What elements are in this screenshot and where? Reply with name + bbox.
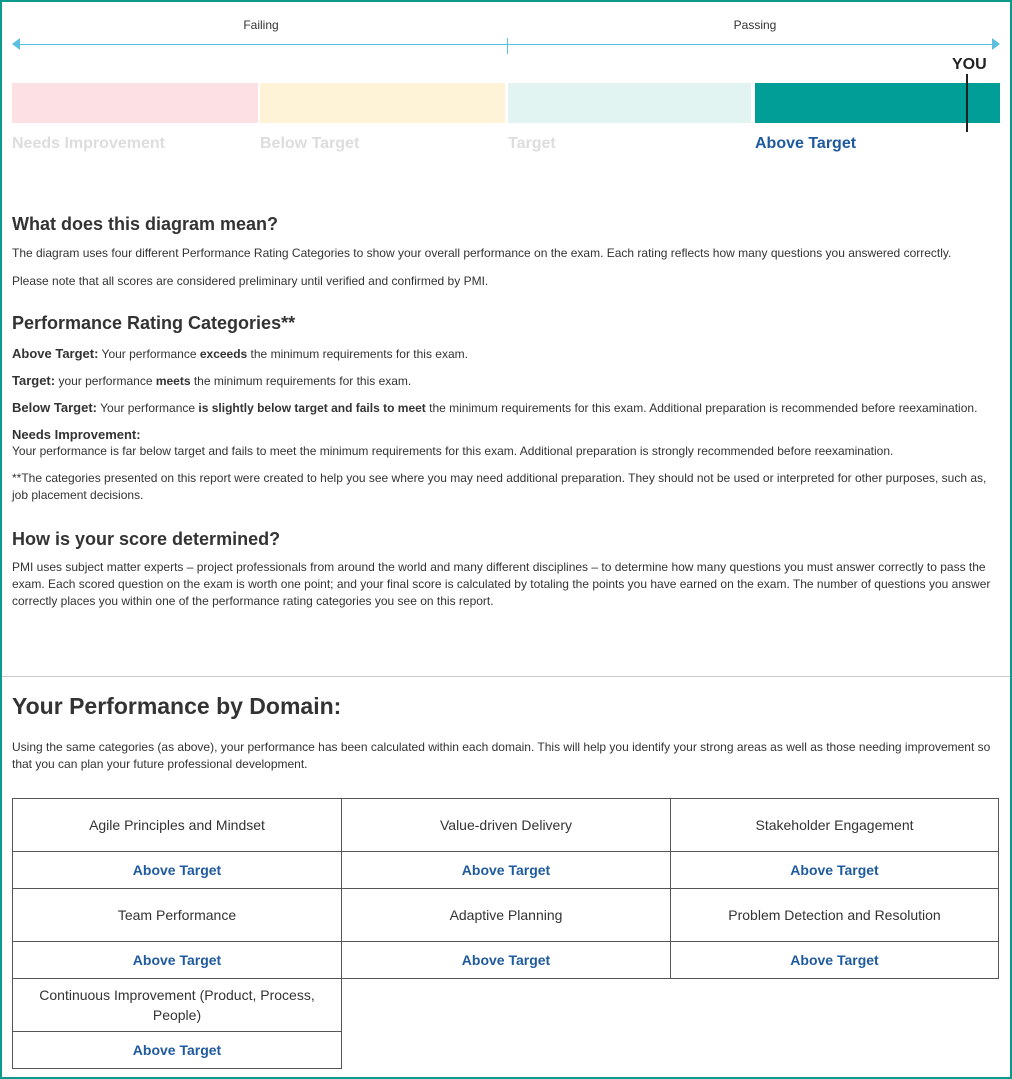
- band-below-target: [260, 83, 505, 123]
- pass-fail-divider-tick: [507, 38, 508, 54]
- passing-label: Passing: [733, 18, 777, 32]
- definition-term: Needs Improvement:: [12, 427, 141, 442]
- domain-rating-continuous-improvement: Above Target: [12, 1031, 342, 1069]
- category-label-needs-improvement: Needs Improvement: [12, 135, 165, 152]
- meaning-heading: What does this diagram mean?: [12, 214, 279, 234]
- category-label-target: Target: [508, 135, 556, 152]
- domain-name-adaptive-planning: Adaptive Planning: [341, 888, 671, 942]
- axis-line: [18, 44, 994, 45]
- categories-footnote: **The categories presented on this report were created to help you see where you may need additional preparation. They should not be used or interpreted for other purposes, such as, job placement decisions.: [12, 471, 987, 502]
- band-above-target: [755, 83, 1000, 123]
- categories-heading: Performance Rating Categories**: [12, 313, 296, 333]
- meaning-paragraph-2: Please note that all scores are considered preliminary until verified and confirmed by PMI.: [12, 274, 489, 288]
- domain-name-agile-principles: Agile Principles and Mindset: [12, 798, 342, 852]
- definition-term: Target:: [12, 373, 56, 388]
- domain-name-value-driven-delivery: Value-driven Delivery: [341, 798, 671, 852]
- meaning-paragraph-1: The diagram uses four different Performance Rating Categories to show your overall performance on the exam. Each rating reflects how many questions you answered correctly.: [12, 246, 952, 260]
- axis-right-arrow-icon: [992, 38, 1000, 50]
- domain-rating-agile-principles: Above Target: [12, 851, 342, 889]
- domain-name-problem-detection: Problem Detection and Resolution: [670, 888, 999, 942]
- definition-below-target: Below Target: Your performance is slightly below target and fails to meet the minimum requirements for this exam. Additional preparation is recommended before reexamination.: [12, 400, 978, 415]
- domain-name-stakeholder-engagement: Stakeholder Engagement: [670, 798, 999, 852]
- definition-term: Above Target:: [12, 346, 99, 361]
- domains-heading: Your Performance by Domain:: [12, 693, 342, 719]
- failing-label: Failing: [243, 18, 279, 32]
- definition-target: Target: your performance meets the minimum requirements for this exam.: [12, 373, 412, 388]
- domain-rating-adaptive-planning: Above Target: [341, 941, 671, 979]
- category-label-below-target: Below Target: [260, 135, 360, 152]
- you-marker: [966, 74, 968, 132]
- domains-intro: Using the same categories (as above), your performance has been calculated within each domain. This will help you identify your strong areas as well as those needing improvement so that you can plan your future professional development.: [12, 740, 991, 771]
- domain-name-continuous-improvement: Continuous Improvement (Product, Process, People): [12, 978, 342, 1032]
- score-paragraph: PMI uses subject matter experts – project professionals from around the world and many different disciplines – to determine how many questions you must answer correctly to pass the exam. Each scored question on the exam is worth one point; and your final score is calculated by totaling the points you have earned on the exam. The number of questions you answer correctly places you within one of the performance rating categories you see on this report.: [12, 560, 991, 608]
- domain-rating-value-driven-delivery: Above Target: [341, 851, 671, 889]
- domain-rating-team-performance: Above Target: [12, 941, 342, 979]
- category-label-above-target: Above Target: [755, 135, 857, 152]
- domain-name-team-performance: Team Performance: [12, 888, 342, 942]
- you-label: YOU: [952, 56, 987, 73]
- domain-rating-problem-detection: Above Target: [670, 941, 999, 979]
- section-divider: [2, 676, 1010, 677]
- domain-rating-stakeholder-engagement: Above Target: [670, 851, 999, 889]
- definition-needs-improvement: Needs Improvement: Your performance is far below target and fails to meet the minimum requirements for this exam. Additional preparation is strongly recommended before reexamination.: [12, 426, 997, 460]
- band-needs-improvement: [12, 83, 258, 123]
- definition-above-target: Above Target: Your performance exceeds the minimum requirements for this exam.: [12, 346, 468, 361]
- band-target: [508, 83, 751, 123]
- definition-term: Below Target:: [12, 400, 97, 415]
- score-heading: How is your score determined?: [12, 529, 281, 549]
